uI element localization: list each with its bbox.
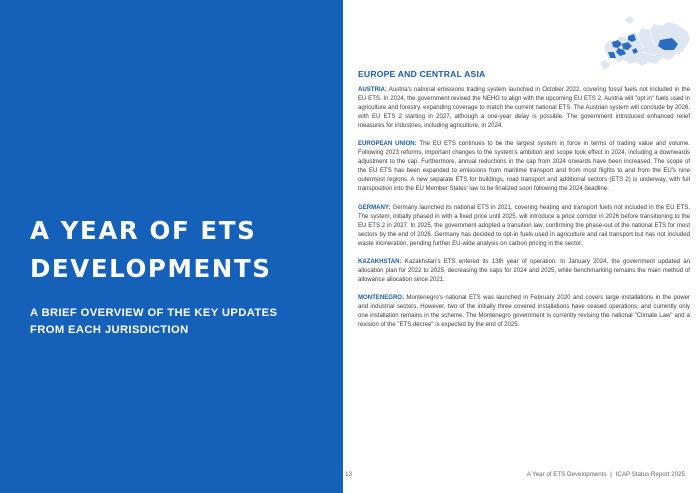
cover-panel [0,0,343,493]
region-section [358,69,690,339]
title-line-2: DEVELOPMENTS [30,254,272,283]
entry-text: Austria's national emissions trading system launched in October 2022, covering fossil fuels not included in the EU ETS. In 2024, the government revised the NEHG to align with the upcoming EU ETS 2. Austria will "opt in" fuels used in agriculture and forestry, expanding coverage to match the current national ETS. The Austrian system will conclude by 2026, with EU ETS 2 starting in 2027, although a one-year delay is possible. The government introduced enhanced relief measures for industries, including agriculture, in 2024. [358,87,690,130]
page-number: 13 [345,471,352,478]
entry-text: Montenegro's national ETS was launched in February 2020 and covers large installations in the power and industrial sectors. However, two of the initially three covered installations have ceased operations, and currently only one installation remains in the scheme. The Montenegro government is currently revising the national "Climate Law" and a revision of the "ETS decree" is expected by the end of 2025. [358,294,690,329]
footer-separator: | [610,471,612,478]
section-heading: EUROPE AND CENTRAL ASIA [358,69,486,79]
entry-text: Kazakhstan's ETS entered its 13th year of operation. In January 2024, the government updated an allocation plan for 2022 to 2025, decreasing the caps for 2024 and 2025, while benchmarking remains the main method of allowance allocation since 2021. [358,258,690,283]
entry-montenegro [358,294,690,330]
title-line-1: A YEAR OF ETS [30,216,257,245]
entry-text: The EU ETS continues to be the largest system in force in terms of trading value and volume. Following 2023 reforms, important changes to the system's ambition and scope took effect in 2024, including a downwards adjustment to the cap. Furthermore, annual reductions in the cap from 2024 onwards have been increased. The scope of the EU ETS has been expanded to emissions from maritime transport and from most flights to and from the EU's nine outermost regions. A new separate ETS for buildings, road transport and additional sectors (ETS 2) is underway, with full transposition into the EU Member States' law to be finalized soon following the 2024 deadline. [358,141,690,193]
subtitle-line-1: A BRIEF OVERVIEW OF THE KEY UPDATES [30,307,278,319]
page-title [30,212,271,288]
country-label: EUROPEAN UNION: [358,141,417,148]
entry-european-union [358,140,690,194]
entry-text: Germany launched its national ETS in 2021, covering heating and transport fuels not included in the EU ETS. The system, initially phased in with a fixed price until 2025, will introduce a price corridor in 2026 before transitioning to the EU ETS 2 in 2027. In 2025, the government adopted a transition law, confirming the phase-out of the national ETS for most sectors by the end of 2026. Germany has decided to opt-in fuels used in agriculture and rail transport but has not included waste incineration, pending further EU-wide analysis on carbon pricing in the sector. [358,204,690,247]
subtitle-line-2: FROM EACH JURISDICTION [30,324,189,336]
country-label: GERMANY: [358,204,391,211]
entry-germany [358,204,690,249]
country-label: AUSTRIA: [358,87,387,93]
footer-report-name: ICAP Status Report 2025 [615,471,685,478]
entry-kazakhstan [358,258,690,285]
page-footer [343,471,700,483]
page-subtitle [30,305,277,339]
entry-austria [358,86,690,131]
content-panel [343,0,700,493]
footer-title [527,471,685,478]
footer-doc-title: A Year of ETS Developments [526,471,607,478]
country-label: KAZAKHSTAN: [358,258,402,265]
europe-central-asia-map-icon [598,12,692,74]
country-label: MONTENEGRO: [358,294,405,301]
